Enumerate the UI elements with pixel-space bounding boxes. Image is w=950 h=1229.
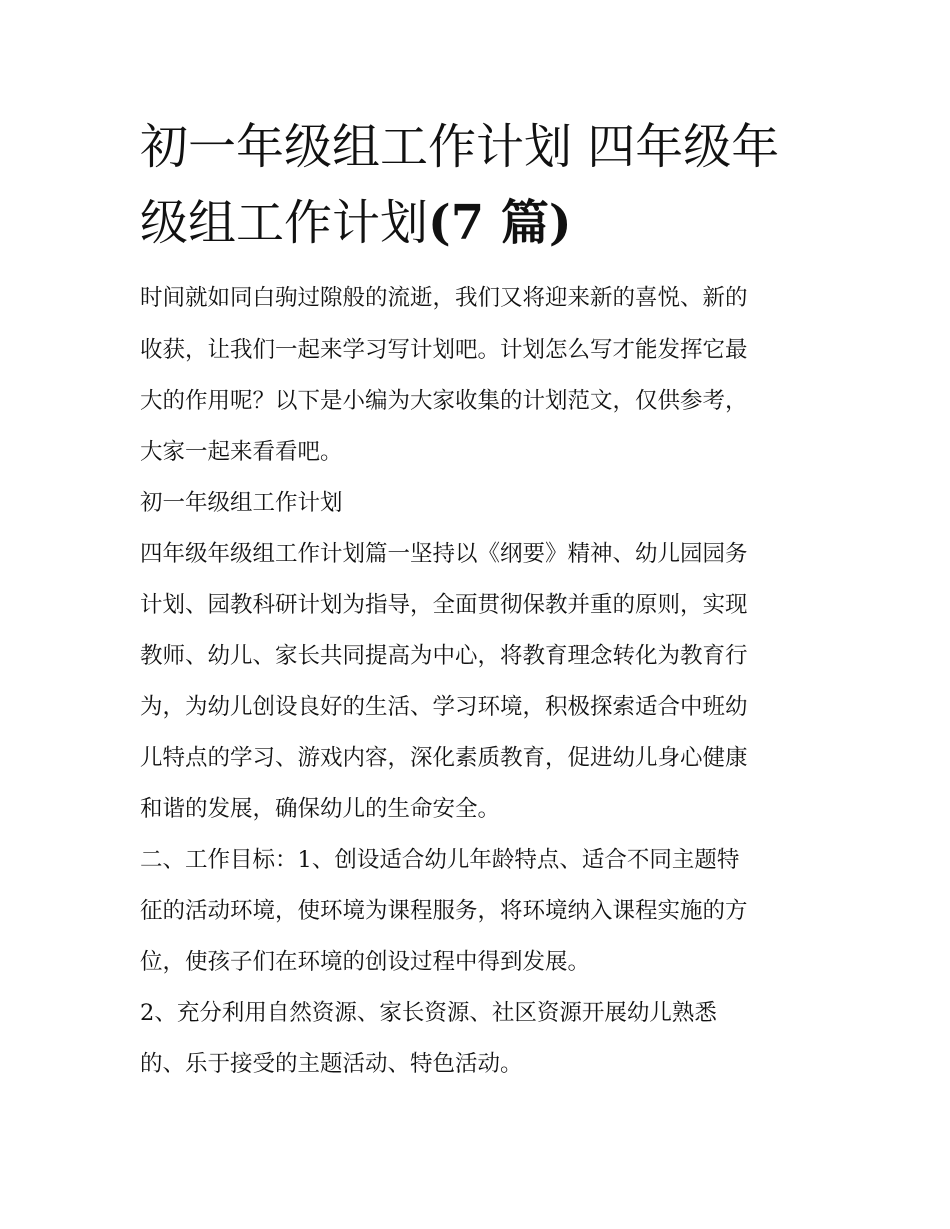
body-line: 二、工作目标：1、创设适合幼儿年龄特点、适合不同主题特: [140, 847, 740, 873]
body-line: 计划、园教科研计划为指导，全面贯彻保教并重的原则，实现: [140, 592, 748, 618]
body-line: 时间就如同白驹过隙般的流逝，我们又将迎来新的喜悦、新的: [140, 285, 748, 311]
title-line-2: [140, 193, 572, 253]
body-line: 大家一起来看看吧。: [140, 439, 343, 465]
body-line: 2、充分利用自然资源、家长资源、社区资源开展幼儿熟悉: [140, 1000, 717, 1026]
title-line-2-text: 级组工作计划: [140, 195, 429, 251]
section-heading: 初一年级组工作计划: [140, 490, 343, 516]
body-line: 为，为幼儿创设良好的生活、学习环境，积极探索适合中班幼: [140, 694, 748, 720]
body-line: 儿特点的学习、游戏内容，深化素质教育，促进幼儿身心健康: [140, 745, 748, 771]
body-line: 四年级年级组工作计划篇一坚持以《纲要》精神、幼儿园园务: [140, 541, 748, 567]
body-line: 征的活动环境，使环境为课程服务，将环境纳入课程实施的方: [140, 898, 748, 924]
body-line: 收获，让我们一起来学习写计划吧。计划怎么写才能发挥它最: [140, 337, 748, 363]
body-line: 位，使孩子们在环境的创设过程中得到发展。: [140, 949, 591, 975]
title-count: (7 篇): [428, 195, 572, 251]
body-line: 和谐的发展，确保幼儿的生命安全。: [140, 796, 501, 822]
title-line-1: 初一年级组工作计划 四年级年: [140, 119, 780, 175]
body-line: 教师、幼儿、家长共同提高为中心，将教育理念转化为教育行: [140, 643, 748, 669]
body-line: 的、乐于接受的主题活动、特色活动。: [140, 1051, 523, 1077]
body-line: 大的作用呢？以下是小编为大家收集的计划范文，仅供参考，: [140, 388, 748, 414]
